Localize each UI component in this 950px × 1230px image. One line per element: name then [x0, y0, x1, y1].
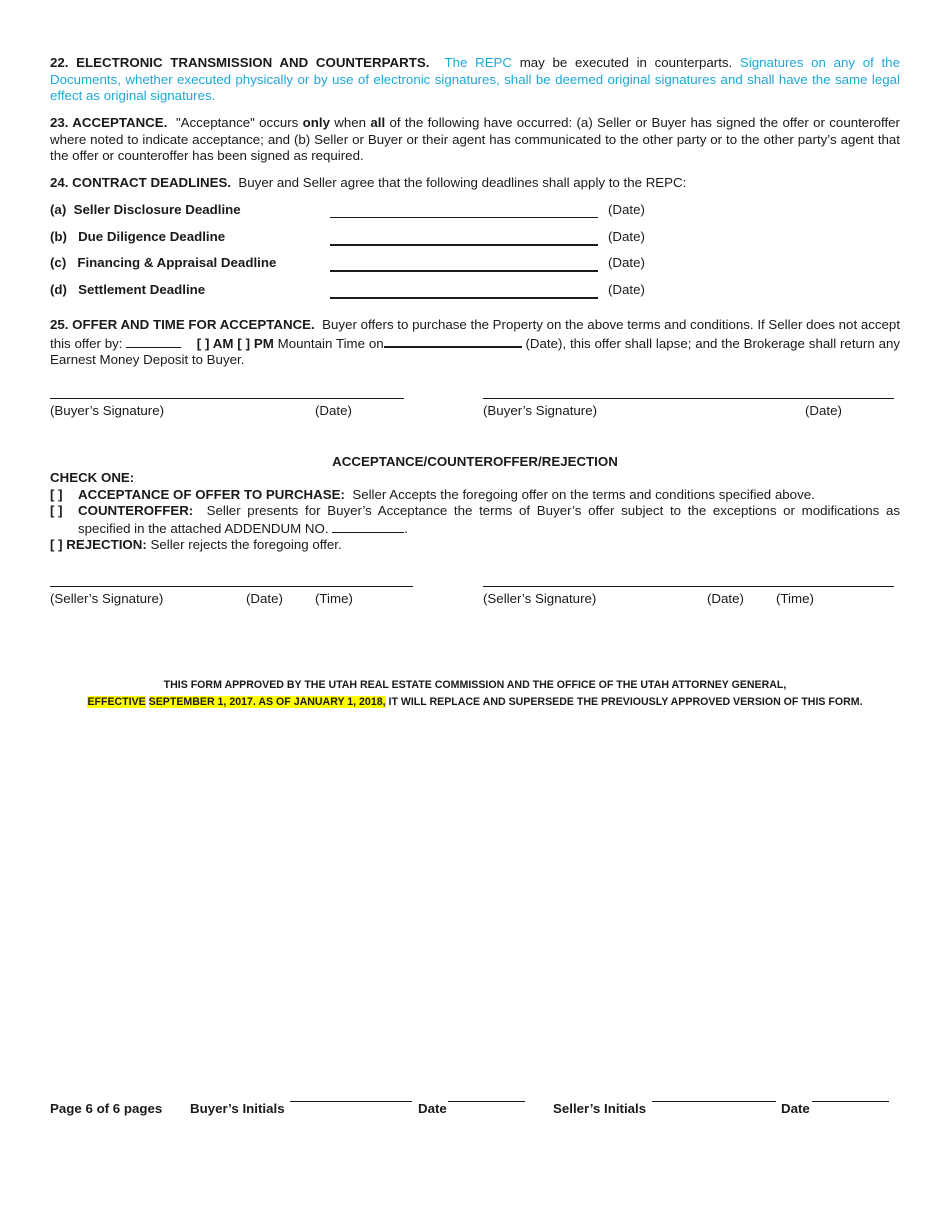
acceptance-heading: ACCEPTANCE OF OFFER TO PURCHASE:	[78, 487, 345, 502]
page-footer	[50, 1101, 900, 1119]
deadline-input-line[interactable]	[330, 244, 598, 246]
deadline-label: (a) Seller Disclosure Deadline	[50, 202, 241, 217]
effective-highlight: EFFECTIVE	[87, 696, 146, 708]
section-23-text-1: "Acceptance" occurs	[175, 115, 303, 130]
seller-signature-label: (Seller’s Signature)	[483, 591, 597, 606]
acceptance-checkbox[interactable]: [ ]	[50, 487, 63, 502]
seller-time-label: (Time)	[776, 591, 814, 606]
section-22-blue-repc: The REPC	[444, 55, 513, 70]
deadline-input-line[interactable]	[330, 217, 598, 218]
seller-time-label: (Time)	[315, 591, 353, 606]
section-25-text-3: (Date), this offer shall lapse; and the Brokerage shall return any Earnest Money Deposit to Buyer.	[50, 335, 901, 368]
deadline-label: (d) Settlement Deadline	[50, 282, 206, 297]
rejection-heading: REJECTION:	[66, 537, 147, 552]
section-25-text-2: Mountain Time on	[273, 335, 384, 351]
deadline-date-label: (Date)	[608, 255, 645, 270]
seller-date-label: (Date)	[246, 591, 283, 606]
section-22-text: may be executed in counterparts.	[512, 55, 740, 70]
check-one-label: CHECK ONE:	[50, 470, 135, 485]
seller-signature-line-1[interactable]	[50, 586, 413, 587]
buyer-signature-line-2[interactable]	[483, 398, 894, 399]
counteroffer-option	[50, 503, 900, 537]
buyer-initials-date-input[interactable]	[448, 1101, 525, 1102]
seller-initials-date-input[interactable]	[812, 1101, 889, 1102]
counteroffer-heading: COUNTEROFFER:	[78, 503, 194, 518]
section-23-text-3: of the following have occurred: (a) Seller or Buyer has signed the offer or counteroffer where noted to indicate acceptance; and (b) Seller or Buyer or their agent has communicated to the other party or to the other party’s agent that the offer or counteroffer has been signed as required.	[50, 115, 900, 164]
seller-signature-line-2[interactable]	[483, 586, 894, 587]
offer-time-input[interactable]	[126, 335, 181, 348]
rejection-option	[50, 537, 900, 554]
seller-initials-label: Seller’s Initials	[553, 1101, 647, 1116]
deadline-date-label: (Date)	[608, 282, 645, 297]
deadline-row-seller-disclosure	[50, 202, 900, 220]
section-25-paragraph	[50, 317, 900, 369]
counteroffer-text: Seller presents for Buyer’s Acceptance the terms of Buyer’s offer subject to the exceptions or modifications as specified in the attached ADDENDUM NO.	[78, 503, 901, 536]
rejection-text: Seller rejects the foregoing offer.	[150, 537, 342, 552]
section-24-text: Buyer and Seller agree that the following deadlines shall apply to the REPC:	[238, 175, 687, 190]
section-23-paragraph	[50, 115, 900, 165]
section-23-bold-only: only	[302, 115, 330, 130]
buyer-signature-label: (Buyer’s Signature)	[483, 403, 598, 418]
approval-notice-line-2	[0, 696, 950, 708]
buyer-signature-line-1[interactable]	[50, 398, 404, 399]
section-23-text-2: when	[329, 115, 371, 130]
section-25-heading: 25. OFFER AND TIME FOR ACCEPTANCE.	[50, 317, 315, 332]
counteroffer-checkbox[interactable]: [ ]	[50, 503, 63, 518]
deadline-row-due-diligence	[50, 229, 900, 247]
acceptance-text: Seller Accepts the foregoing offer on the terms and conditions specified above.	[352, 487, 815, 502]
rejection-option-text	[50, 537, 342, 554]
seller-initials-date-label: Date	[781, 1101, 810, 1116]
section-22-heading: 22. ELECTRONIC TRANSMISSION AND COUNTERPARTS.	[50, 55, 430, 70]
deadline-label: (b) Due Diligence Deadline	[50, 229, 226, 244]
section-23-bold-all: all	[370, 115, 386, 130]
buyer-signature-label: (Buyer’s Signature)	[50, 403, 165, 418]
deadline-row-settlement	[50, 282, 900, 300]
deadline-date-label: (Date)	[608, 229, 645, 244]
seller-signature-label: (Seller’s Signature)	[50, 591, 164, 606]
deadline-input-line[interactable]	[330, 270, 598, 272]
deadline-label: (c) Financing & Appraisal Deadline	[50, 255, 277, 270]
dates-highlight: SEPTEMBER 1, 2017. AS OF JANUARY 1, 2018,	[148, 696, 386, 708]
section-22-blue-signatures: Signatures on any of the Documents, whether executed physically or by use of electronic signatures, shall be deemed original signatures and shall have the same legal effect as original signatures.	[50, 55, 900, 104]
approval-notice-line-1: THIS FORM APPROVED BY THE UTAH REAL ESTATE COMMISSION AND THE OFFICE OF THE UTAH ATTORNEY GENERAL,	[163, 679, 787, 691]
addendum-number-input[interactable]	[332, 520, 404, 533]
buyer-initials-label: Buyer’s Initials	[190, 1101, 285, 1116]
deadline-input-line[interactable]	[330, 297, 598, 299]
section-23-heading: 23. ACCEPTANCE.	[50, 115, 168, 130]
offer-date-input[interactable]	[384, 334, 522, 348]
section-22-paragraph	[50, 55, 900, 105]
section-24-paragraph	[50, 175, 900, 192]
acceptance-section-title: ACCEPTANCE/COUNTEROFFER/REJECTION	[332, 454, 618, 469]
page-number: Page 6 of 6 pages	[50, 1101, 163, 1116]
buyer-date-label: (Date)	[805, 403, 842, 418]
section-25-text-1: Buyer offers to purchase the Property on the above terms and conditions. If Seller does not accept this offer by:	[50, 317, 901, 351]
counteroffer-option-text: COUNTEROFFER: Seller presents for Buyer’s Acceptance the terms of Buyer’s offer subject to the exceptions or modifications as specified in the attached ADDENDUM NO. .	[78, 503, 901, 536]
am-pm-checkboxes[interactable]: [ ] AM [ ] PM	[196, 335, 274, 351]
buyer-initials-date-label: Date	[418, 1101, 447, 1116]
deadline-row-financing-appraisal	[50, 255, 900, 273]
seller-initials-input[interactable]	[652, 1101, 776, 1102]
acceptance-option-text	[78, 487, 900, 504]
buyer-date-label: (Date)	[315, 403, 352, 418]
approval-rest-text: IT WILL REPLACE AND SUPERSEDE THE PREVIOUSLY APPROVED VERSION OF THIS FORM.	[385, 696, 863, 708]
section-24-heading: 24. CONTRACT DEADLINES.	[50, 175, 232, 190]
seller-date-label: (Date)	[707, 591, 744, 606]
deadline-date-label: (Date)	[608, 202, 645, 217]
acceptance-option	[50, 487, 900, 504]
buyer-initials-input[interactable]	[290, 1101, 412, 1102]
rejection-checkbox[interactable]: [ ]	[50, 537, 63, 552]
